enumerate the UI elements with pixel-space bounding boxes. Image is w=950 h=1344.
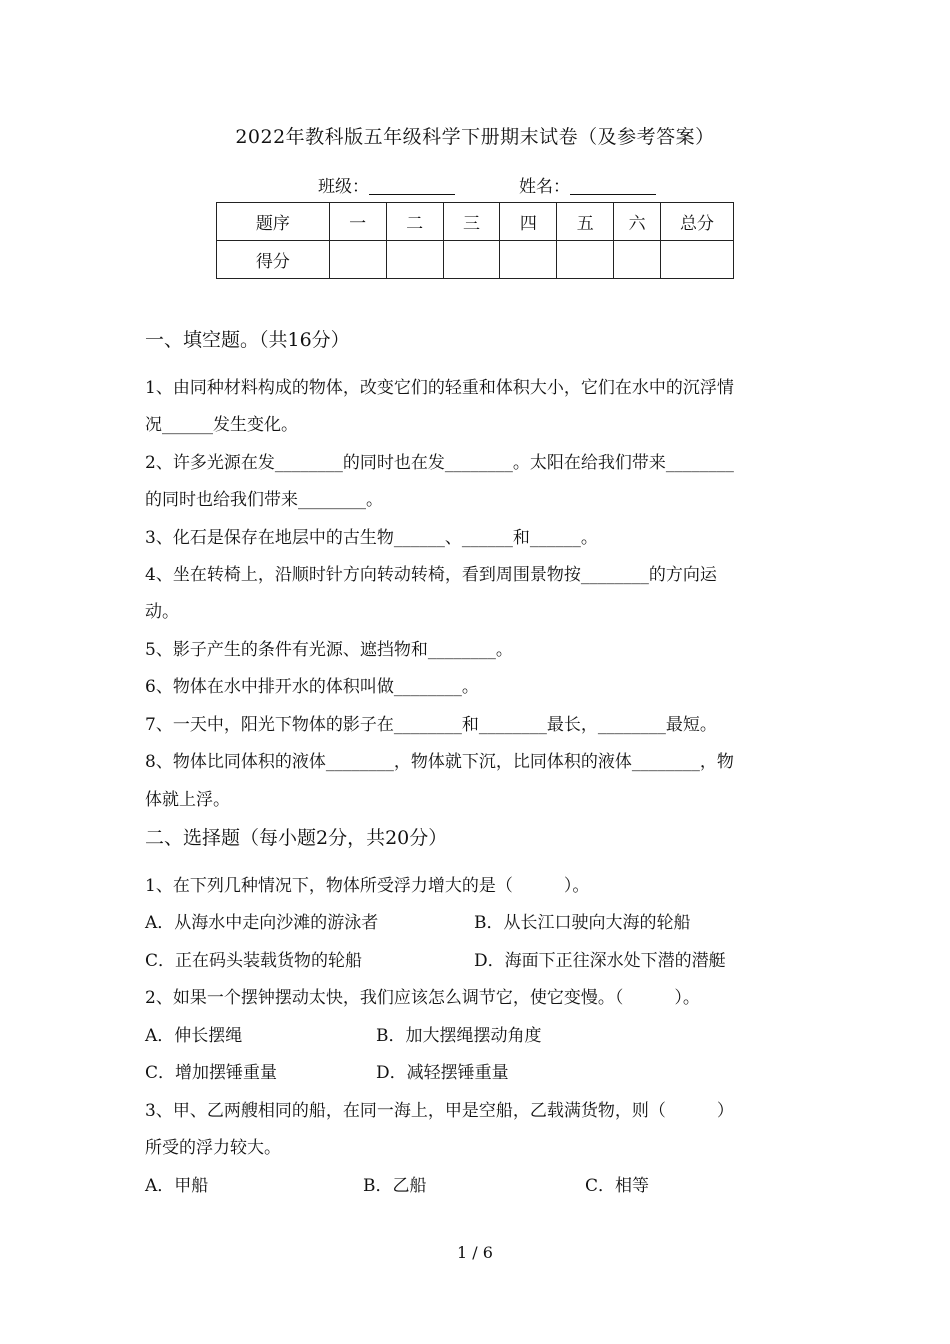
name-field <box>519 172 656 197</box>
score-table <box>216 202 734 279</box>
q1-option-b: B．从长江口驶向大海的轮船 <box>474 913 691 933</box>
fill-line: 体就上浮。 <box>145 790 230 810</box>
section1-heading: 一、填空题。（共16分） <box>145 329 350 351</box>
score-cell[interactable] <box>386 241 443 279</box>
header-cell: 题序 <box>217 203 330 241</box>
score-cell[interactable] <box>443 241 500 279</box>
fill-line: 动。 <box>145 602 179 622</box>
header-cell: 六 <box>614 203 661 241</box>
q2-stem: 2、如果一个摆钟摆动太快，我们应该怎么调节它，使它变慢。（ ）。 <box>145 988 700 1008</box>
q1-option-d: D．海面下正往深水处下潜的潜艇 <box>474 951 726 971</box>
q1-option-c: C．正在码头装载货物的轮船 <box>145 951 363 971</box>
score-table-header-row <box>217 203 734 241</box>
q3-stem: 3、甲、乙两艘相同的船，在同一海上，甲是空船，乙载满货物，则（ ） <box>145 1101 734 1121</box>
q1-stem: 1、在下列几种情况下，物体所受浮力增大的是（ ）。 <box>145 876 590 896</box>
fill-line: 8、物体比同体积的液体________，物体就下沉，比同体积的液体________，物 <box>145 752 734 772</box>
header-cell: 三 <box>443 203 500 241</box>
header-cell: 二 <box>386 203 443 241</box>
q2-option-d: D．减轻摆锤重量 <box>376 1063 509 1083</box>
q2-option-b: B．加大摆绳摆动角度 <box>376 1026 542 1046</box>
class-label: 班级： <box>318 177 369 197</box>
fill-line: 7、一天中，阳光下物体的影子在________和________最长，________最短。 <box>145 715 717 735</box>
q2-option-a: A．伸长摆绳 <box>145 1026 243 1046</box>
fill-line: 4、坐在转椅上，沿顺时针方向转动转椅，看到周围景物按________的方向运 <box>145 565 717 585</box>
score-row-label: 得分 <box>217 241 330 279</box>
class-blank <box>369 178 455 195</box>
header-cell: 四 <box>500 203 557 241</box>
name-blank <box>570 178 656 195</box>
q3-option-b: B．乙船 <box>363 1176 427 1196</box>
section2-heading: 二、选择题（每小题2分，共20分） <box>145 827 448 849</box>
header-cell: 总分 <box>661 203 734 241</box>
q3-option-c: C．相等 <box>585 1176 650 1196</box>
score-cell[interactable] <box>557 241 614 279</box>
score-table-score-row <box>217 241 734 279</box>
fill-line: 1、由同种材料构成的物体，改变它们的轻重和体积大小，它们在水中的沉浮情 <box>145 378 734 398</box>
score-cell[interactable] <box>329 241 386 279</box>
q3-option-a: A．甲船 <box>145 1176 209 1196</box>
fill-line: 况______发生变化。 <box>145 415 298 435</box>
page-number: 1 / 6 <box>457 1243 493 1262</box>
fill-line: 的同时也给我们带来________。 <box>145 490 383 510</box>
fill-line: 5、影子产生的条件有光源、遮挡物和________。 <box>145 640 513 660</box>
header-cell: 五 <box>557 203 614 241</box>
page-title: 2022年教科版五年级科学下册期末试卷（及参考答案） <box>235 126 715 148</box>
fill-line: 6、物体在水中排开水的体积叫做________。 <box>145 677 479 697</box>
score-cell[interactable] <box>661 241 734 279</box>
q1-option-a: A．从海水中走向沙滩的游泳者 <box>145 913 379 933</box>
header-cell: 一 <box>329 203 386 241</box>
name-label: 姓名： <box>519 177 570 197</box>
fill-line: 2、许多光源在发________的同时也在发________。太阳在给我们带来________ <box>145 453 734 473</box>
score-cell[interactable] <box>614 241 661 279</box>
q2-option-c: C．增加摆锤重量 <box>145 1063 278 1083</box>
score-cell[interactable] <box>500 241 557 279</box>
fill-line: 3、化石是保存在地层中的古生物______、______和______。 <box>145 528 598 548</box>
q3-stem-cont: 所受的浮力较大。 <box>145 1138 281 1158</box>
class-field <box>318 172 455 197</box>
